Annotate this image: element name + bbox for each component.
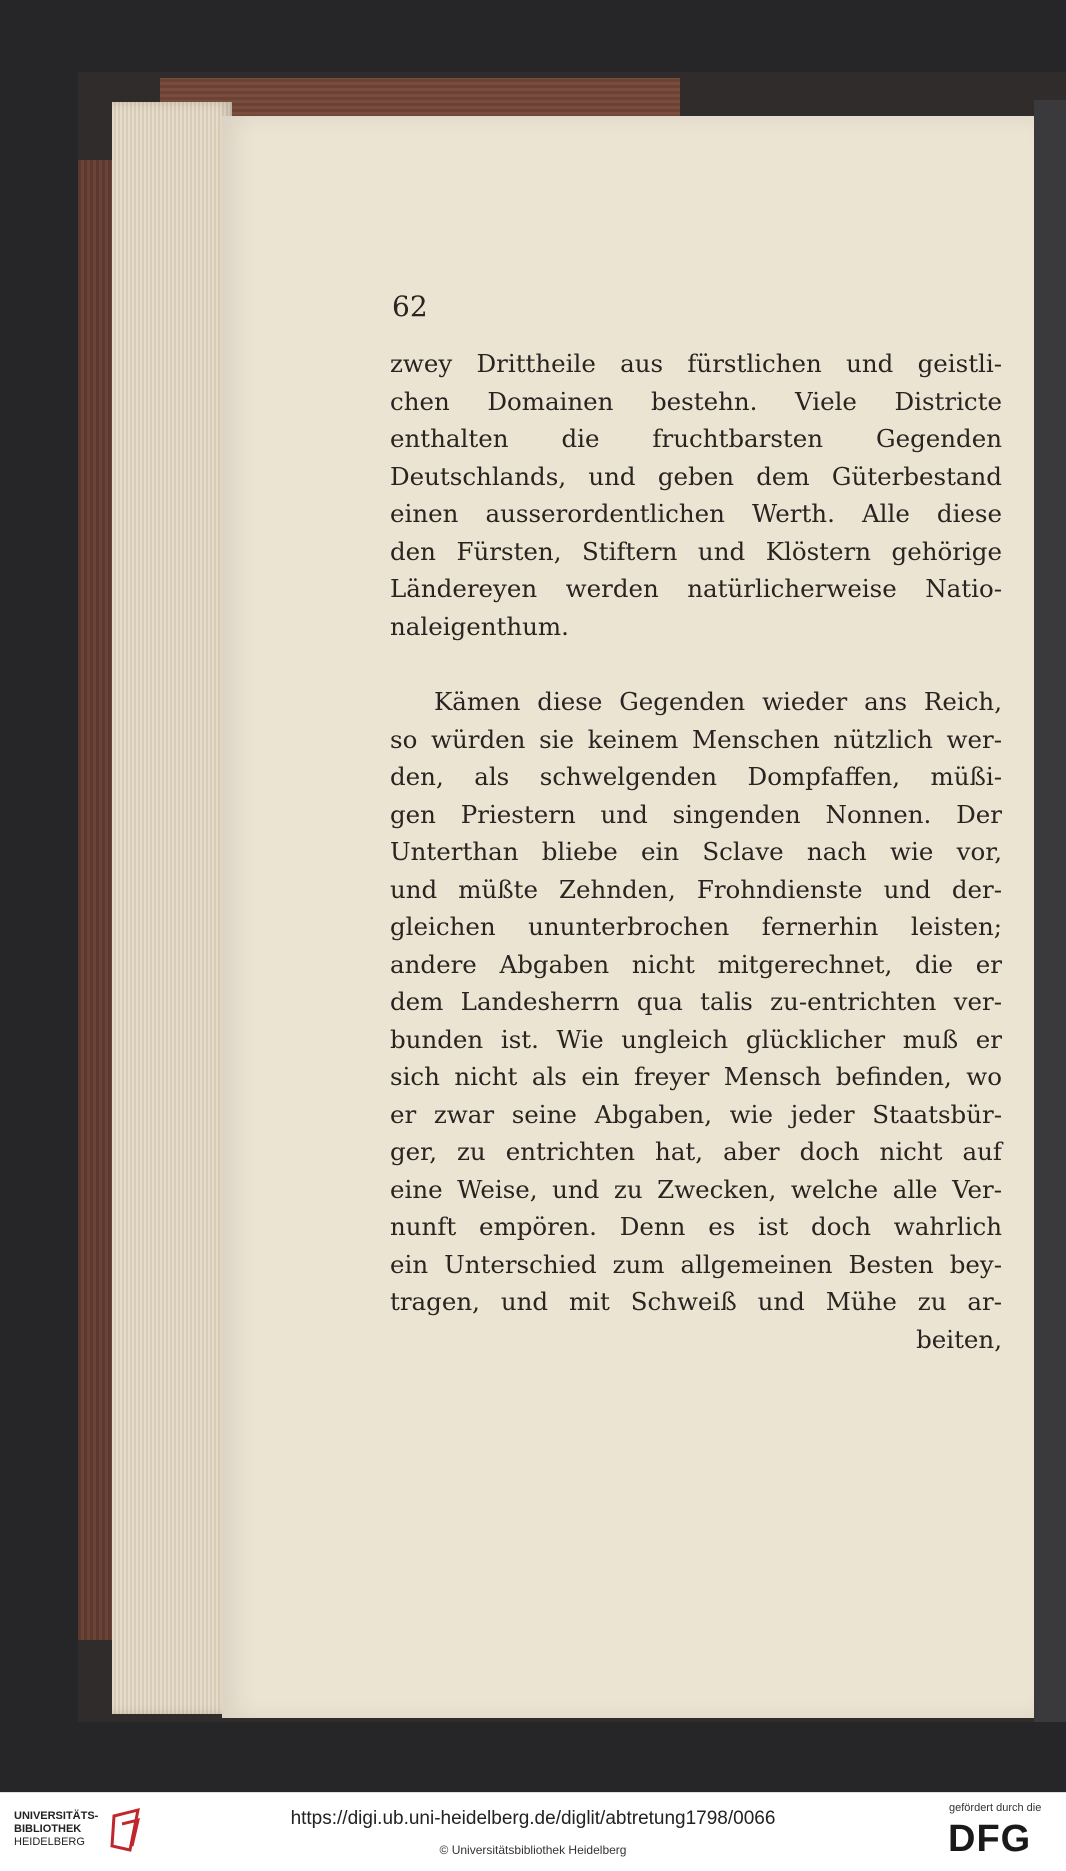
text-line: zwey Drittheile aus fürstlichen und geistli- bbox=[390, 349, 1002, 378]
text-line: chen Domainen bestehn. Viele Districte bbox=[390, 386, 1002, 416]
permalink-url[interactable]: https://digi.ub.uni-heidelberg.de/diglit/abtretung1798/0066 bbox=[290, 1808, 776, 1829]
logo-line: UNIVERSITÄTS- bbox=[14, 1810, 99, 1822]
text-line: bunden ist. Wie ungleich glücklicher muß er bbox=[390, 1024, 1002, 1054]
paragraph-1 bbox=[390, 345, 1002, 645]
paragraph-2 bbox=[390, 683, 1002, 1358]
viewer-footer bbox=[0, 1792, 1066, 1871]
funder-caption: gefördert durch die bbox=[949, 1802, 1042, 1814]
text-line: nunft empören. Denn es ist doch wahrlich bbox=[390, 1212, 1002, 1241]
text-line: tragen, und mit Schweiß und Mühe zu ar- bbox=[390, 1287, 1002, 1316]
catchword: beiten, bbox=[916, 1324, 1002, 1354]
text-line: den, als schwelgenden Dompfaffen, müßi- bbox=[390, 762, 1002, 791]
text-line: dem Landesherrn qua talis zu-entrichten ver- bbox=[390, 987, 1002, 1016]
cover-marbled-top bbox=[160, 78, 680, 118]
copyright-text: © Universitätsbibliothek Heidelberg bbox=[439, 1843, 627, 1857]
text-line: einen ausserordentlichen Werth. Alle diese bbox=[390, 499, 1002, 528]
page-shadow bbox=[1034, 100, 1066, 1722]
text-line: und müßte Zehnden, Frohndienste und der- bbox=[390, 874, 1002, 904]
text-line: gen Priestern und singenden Nonnen. Der bbox=[390, 799, 1002, 829]
text-line: naleigenthum. bbox=[390, 611, 569, 641]
text-line: ger, zu entrichten hat, aber doch nicht auf bbox=[390, 1137, 1002, 1166]
text-line: Kämen diese Gegenden wieder ans Reich, bbox=[434, 687, 1002, 716]
logo-line: BIBLIOTHEK bbox=[14, 1823, 82, 1835]
text-line: sich nicht als ein freyer Mensch befinden, wo bbox=[390, 1062, 1002, 1091]
text-line: Ländereyen werden natürlicherweise Natio- bbox=[390, 574, 1002, 603]
text-line: den Fürsten, Stiftern und Klöstern gehörige bbox=[390, 536, 1002, 566]
text-line: gleichen ununterbrochen fernerhin leisten; bbox=[390, 912, 1002, 941]
logo-line: HEIDELBERG bbox=[14, 1836, 85, 1848]
text-line: enthalten die fruchtbarsten Gegenden bbox=[390, 424, 1002, 453]
text-line: er zwar seine Abgaben, wie jeder Staatsbür- bbox=[390, 1099, 1002, 1129]
text-line: Deutschlands, und geben dem Güterbestand bbox=[390, 461, 1002, 491]
text-line: andere Abgaben nicht mitgerechnet, die er bbox=[390, 949, 1002, 979]
text-line: Unterthan bliebe ein Sclave nach wie vor, bbox=[390, 837, 1002, 866]
page-stack-edge bbox=[112, 102, 232, 1714]
page-number: 62 bbox=[392, 290, 428, 323]
dfg-logo[interactable]: DFG bbox=[948, 1818, 1032, 1860]
text-line: so würden sie keinem Menschen nützlich wer- bbox=[390, 724, 1002, 754]
text-line: ein Unterschied zum allgemeinen Besten bey- bbox=[390, 1249, 1002, 1279]
page-text bbox=[390, 345, 1002, 1358]
text-line: eine Weise, und zu Zwecken, welche alle Ver- bbox=[390, 1174, 1002, 1204]
